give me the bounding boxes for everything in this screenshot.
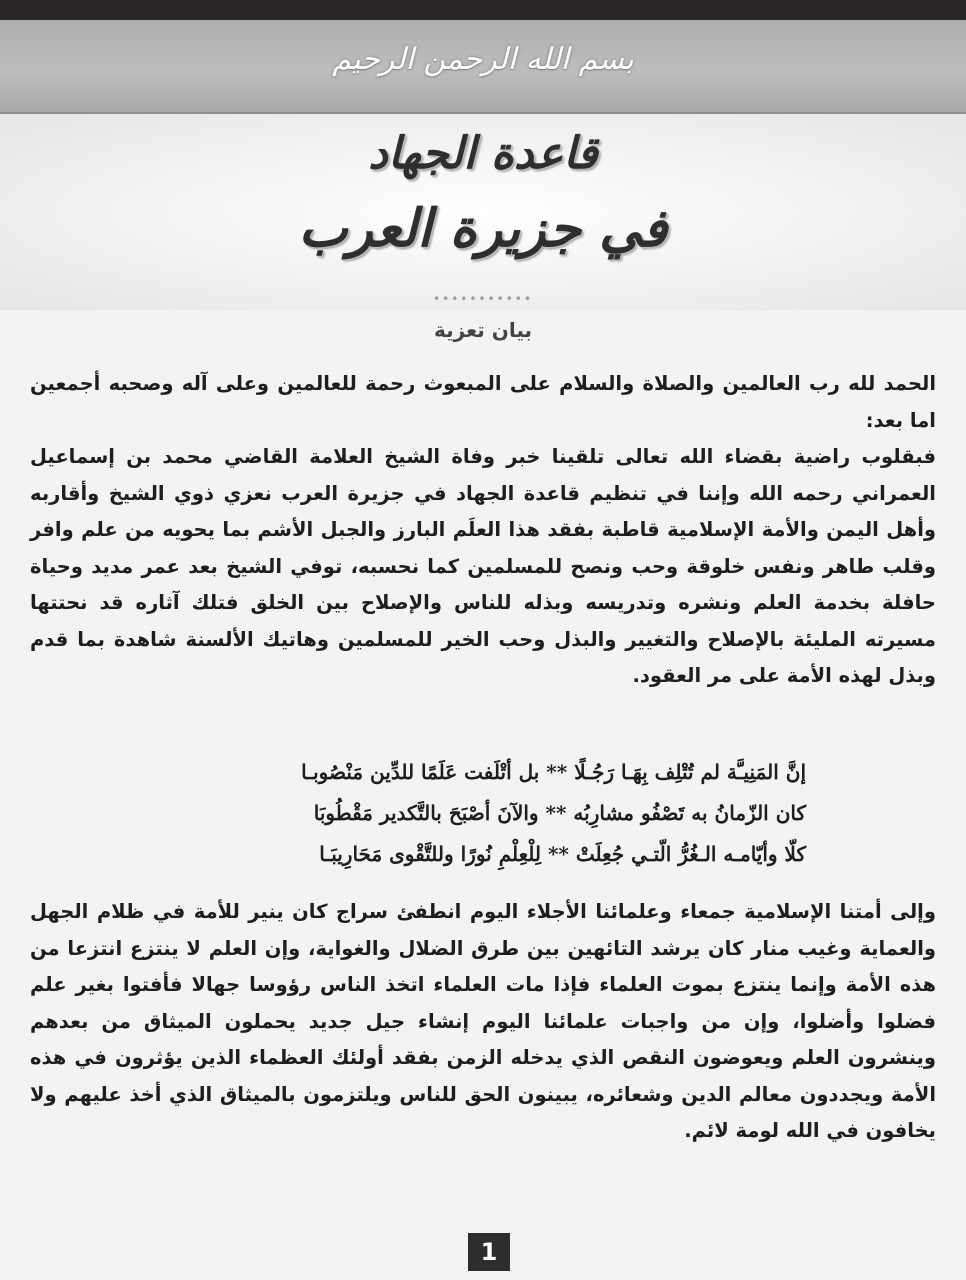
organization-name-line1: قاعدة الجهاد	[368, 128, 598, 179]
statement-title: بيان تعزية	[433, 318, 533, 342]
poem-verse: كلّا وأيّامـه الـغُرُّ الّتـي جُعِلَتْ ** لِلْعِلْمِ نُورًا وللتَّقْوى مَحَارِيبَـا	[319, 842, 806, 866]
top-dark-strip	[0, 0, 966, 20]
dotted-divider: •••••••••••	[433, 292, 533, 306]
page-number-badge: 1	[468, 1233, 510, 1271]
organization-header	[0, 114, 966, 310]
poem-verse: إنَّ المَنِيـَّة لم تُتْلِف بِهَـا رَجُـلًا ** بل أتْلَفت عَلَمًا للدِّين مَنْصُوبـا	[301, 760, 806, 784]
body-first-section	[30, 366, 936, 695]
organization-name-line2: في جزيرة العرب	[298, 198, 668, 259]
poem-verse: كان الزّمانُ به تَصْفُو مشارِبُه ** والآنَ أصْبَحَ بالتَّكدير مَقْطُوبَا	[313, 801, 806, 825]
condolence-paragraph: فبقلوب راضية بقضاء الله تعالى تلقينا خبر وفاة الشيخ العلامة القاضي محمد بن إسماعيل العمراني رحمه الله وإننا في تنظيم قاعدة الجهاد في جزيرة العرب نعزي ذوي الشيخ وأقاربه وأهل اليمن والأمة الإسلامية قاطبة بفقد هذا العلَم البارز والجبل الأشم بما يحويه من علم وافر وقلب طاهر ونفس خلوقة وحب ونصح للمسلمين كما نحسبه، توفي الشيخ بعد عمر مديد وحياة حافلة بخدمة العلم ونشره وتدريسه وبذله للناس والإصلاح بين الخلق فتلك آثاره قد نحتتها مسيرته المليئة بالإصلاح والتغيير والبذل وحب الخير للمسلمين وهاتيك الألسنة شاهدة بما قدم وبذل لهذه الأمة على مر العقود.	[30, 445, 936, 687]
bismillah-calligraphy: بسم الله الرحمن الرحيم	[332, 42, 634, 77]
poem-verses	[0, 752, 806, 875]
closing-paragraph: وإلى أمتنا الإسلامية جمعاء وعلمائنا الأجلاء اليوم انطفئ سراج كان ينير للأمة في ظلام الجهل والعماية وغيب منار كان يرشد التائهين بين طرق الضلال والغواية، وإن العلم لا ينتزع انتزعا من هذه الأمة وإنما ينتزع بموت العلماء فإذا مات العلماء اتخذ الناس رؤوسا جهالا فأفتوا بغير علم فضلوا وأضلوا، وإن من واجبات علمائنا اليوم إنشاء جيل جديد يحملون الميثاق من بعدهم وينشرون العلم ويعوضون النقص الذي يدخله الزمن بفقد أولئك العظماء الذين يؤثرون في هذه الأمة ويجددون معالم الدين وشعائره، يبينون الحق للناس ويلتزمون بالميثاق الذي أخذ عليهم ولا يخافون في الله لومة لائم.	[30, 900, 936, 1142]
bismillah-banner	[0, 20, 966, 114]
opening-paragraph: الحمد لله رب العالمين والصلاة والسلام على المبعوث رحمة للعالمين وعلى آله وصحبه أجمعين اما بعد:	[30, 372, 936, 432]
